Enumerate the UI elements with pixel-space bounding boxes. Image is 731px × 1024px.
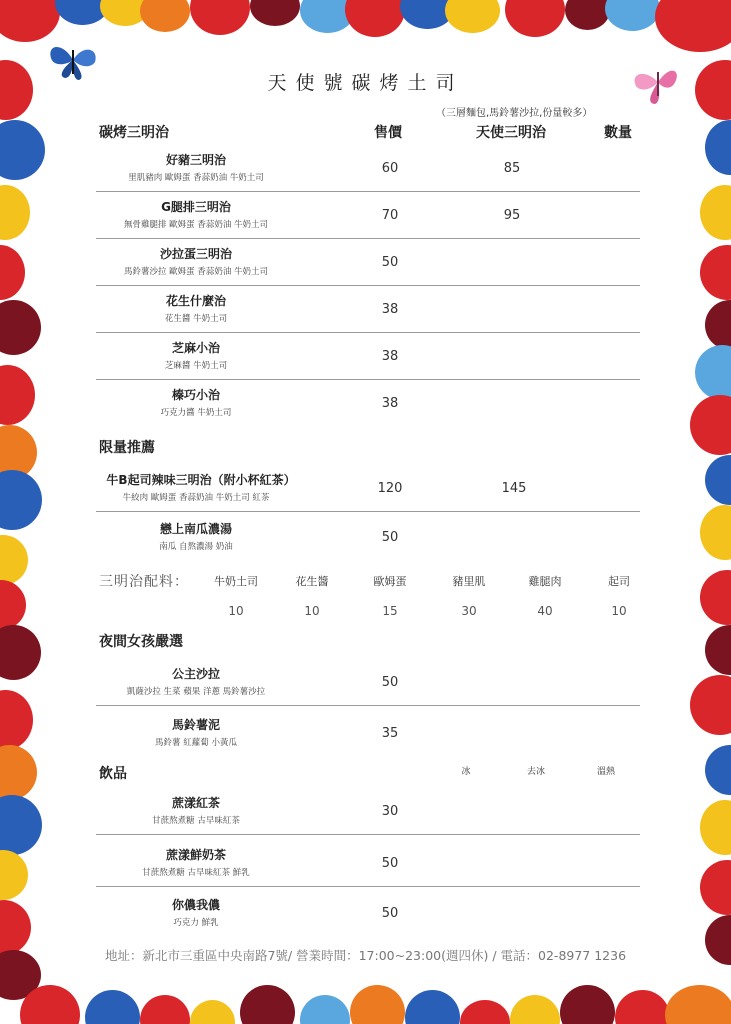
menu-item (96, 514, 640, 560)
item-name: G腿排三明治 (161, 200, 231, 214)
flower-decoration (190, 0, 250, 35)
flower-decoration (0, 300, 41, 355)
flower-decoration (705, 745, 731, 795)
menu-item (96, 192, 640, 239)
addon-name: 歐姆蛋 (373, 575, 407, 588)
item-description: 南瓜 自熬濃湯 奶油 (159, 542, 233, 552)
flower-decoration (0, 850, 28, 900)
flower-decoration (0, 185, 30, 240)
flower-decoration (140, 995, 190, 1024)
flower-decoration (700, 505, 731, 560)
item-price: 38 (381, 396, 399, 411)
flower-decoration (0, 120, 45, 180)
menu-item (96, 465, 640, 512)
flower-decoration (85, 990, 140, 1024)
flower-decoration (560, 985, 615, 1024)
flower-decoration (705, 455, 731, 505)
night-section-title: 夜間女孩嚴選 (99, 634, 183, 650)
flower-decoration (250, 0, 300, 26)
item-price: 50 (381, 530, 399, 545)
store-info-footer: 地址：新北市三重區中央南路7號/ 營業時間：17:00~23:00(週四休) / 電話：02-8977 1236 (104, 948, 627, 963)
item-price: 50 (381, 856, 399, 871)
addon-price: 10 (304, 604, 320, 618)
quantity-header: 數量 (604, 125, 632, 141)
addon-name: 花生醬 (295, 575, 329, 588)
item-description: 巧克力醬 牛奶土司 (160, 408, 232, 418)
flower-decoration (190, 1000, 235, 1024)
item-name: 沙拉蛋三明治 (159, 247, 232, 261)
addon-price: 30 (461, 604, 477, 618)
item-price: 70 (381, 208, 399, 223)
drinks-section-title: 飲品 (99, 766, 127, 782)
flower-decoration (705, 120, 731, 175)
menu-title: 天使號碳烤土司 (267, 72, 464, 94)
item-description: 巧克力 鮮乳 (173, 918, 219, 928)
flower-decoration (0, 470, 42, 530)
item-description: 芝麻醬 牛奶土司 (164, 361, 228, 371)
item-price: 50 (381, 906, 399, 921)
addon-price: 40 (537, 604, 553, 618)
category-header: 碳烤三明治 (99, 125, 169, 141)
flower-decoration (0, 535, 28, 585)
item-description: 牛絞肉 歐姆蛋 香蒜奶油 牛奶土司 紅茶 (122, 493, 270, 503)
item-angel-price: 145 (501, 481, 527, 496)
menu-item (96, 239, 640, 286)
item-name: 蔗漾紅茶 (171, 796, 220, 810)
item-description: 凱薩沙拉 生菜 蘋果 洋蔥 馬鈴薯沙拉 (126, 687, 266, 697)
item-description: 馬鈴薯沙拉 歐姆蛋 香蒜奶油 牛奶土司 (123, 267, 269, 277)
addon-price: 15 (382, 604, 398, 618)
item-name: 牛B起司辣味三明治（附小杯紅茶） (106, 473, 296, 487)
flower-decoration (0, 745, 37, 800)
item-angel-price: 85 (503, 161, 521, 176)
item-angel-price: 95 (503, 208, 521, 223)
item-price: 120 (377, 481, 403, 496)
item-description: 花生醬 牛奶土司 (164, 314, 228, 324)
flower-decoration (615, 990, 670, 1024)
flower-decoration (690, 395, 731, 455)
menu-item (96, 710, 640, 756)
flower-decoration (345, 0, 405, 37)
menu-item (96, 145, 640, 192)
item-name: 你儂我儂 (171, 898, 220, 912)
flower-decoration (0, 625, 41, 680)
flower-decoration (460, 1000, 510, 1024)
item-price: 30 (381, 804, 399, 819)
flower-decoration (0, 795, 42, 855)
flower-decoration (510, 995, 560, 1024)
item-description: 甘蔗熬煮糖 古早味紅茶 (152, 816, 240, 826)
flower-decoration (655, 0, 731, 52)
flower-decoration (505, 0, 565, 37)
item-description: 馬鈴薯 紅蘿蔔 小黃瓜 (155, 738, 237, 748)
flower-decoration (705, 300, 731, 350)
menu-item (96, 890, 640, 936)
flower-decoration (0, 365, 35, 425)
flower-decoration (700, 185, 731, 240)
flower-decoration (300, 995, 350, 1024)
item-name: 戀上南瓜濃湯 (159, 522, 232, 536)
angel-header: 天使三明治 (476, 125, 546, 141)
item-price: 60 (381, 161, 399, 176)
drink-option-warm: 溫熱 (596, 767, 615, 777)
flower-decoration (700, 800, 731, 855)
addon-name: 雞腿肉 (528, 575, 562, 588)
item-description: 里肌豬肉 歐姆蛋 香蒜奶油 牛奶土司 (128, 173, 264, 183)
item-name: 好豬三明治 (165, 153, 226, 167)
item-description: 甘蔗熬煮糖 古早味紅茶 鮮乳 (142, 868, 250, 878)
flower-decoration (445, 0, 500, 33)
item-name: 馬鈴薯泥 (171, 718, 220, 732)
item-price: 50 (381, 675, 399, 690)
addon-name: 豬里肌 (452, 575, 486, 588)
item-name: 芝麻小治 (171, 341, 220, 355)
item-name: 花生什麼治 (165, 294, 226, 308)
drink-option-ice: 冰 (461, 767, 471, 777)
addons-label: 三明治配料： (99, 574, 189, 590)
item-name: 榛巧小治 (171, 388, 220, 402)
addon-price: 10 (611, 604, 627, 618)
flower-decoration (700, 245, 731, 300)
limited-section-title: 限量推薦 (99, 440, 155, 456)
menu-item (96, 333, 640, 380)
flower-decoration (695, 345, 731, 400)
flower-decoration (240, 985, 295, 1024)
flower-decoration (605, 0, 660, 31)
flower-decoration (665, 985, 731, 1024)
angel-sandwich-note: （三層麵包,馬鈴薯沙拉,份量較多） (436, 108, 593, 119)
menu-item (96, 659, 640, 706)
addon-price: 10 (228, 604, 244, 618)
flower-decoration (0, 580, 26, 630)
flower-decoration (350, 985, 405, 1024)
addon-name: 起司 (608, 575, 630, 588)
item-price: 50 (381, 255, 399, 270)
item-name: 公主沙拉 (171, 667, 220, 681)
price-header: 售價 (374, 125, 402, 141)
addon-name: 牛奶土司 (214, 575, 258, 588)
item-name: 蔗漾鮮奶茶 (165, 848, 226, 862)
flower-decoration (700, 570, 731, 625)
flower-decoration (700, 860, 731, 915)
flower-decoration (405, 990, 460, 1024)
menu-item (96, 788, 640, 835)
flower-decoration (0, 690, 33, 750)
flower-decoration (140, 0, 190, 32)
flower-decoration (705, 625, 731, 675)
flower-decoration (0, 245, 25, 300)
item-price: 35 (381, 726, 399, 741)
item-description: 無骨雞腿排 歐姆蛋 香蒜奶油 牛奶土司 (123, 220, 269, 230)
item-price: 38 (381, 349, 399, 364)
drink-option-no-ice: 去冰 (526, 767, 545, 777)
menu-item (96, 380, 640, 426)
item-price: 38 (381, 302, 399, 317)
flower-decoration (690, 675, 731, 735)
menu-item (96, 286, 640, 333)
menu-item (96, 840, 640, 887)
flower-decoration (565, 0, 610, 30)
